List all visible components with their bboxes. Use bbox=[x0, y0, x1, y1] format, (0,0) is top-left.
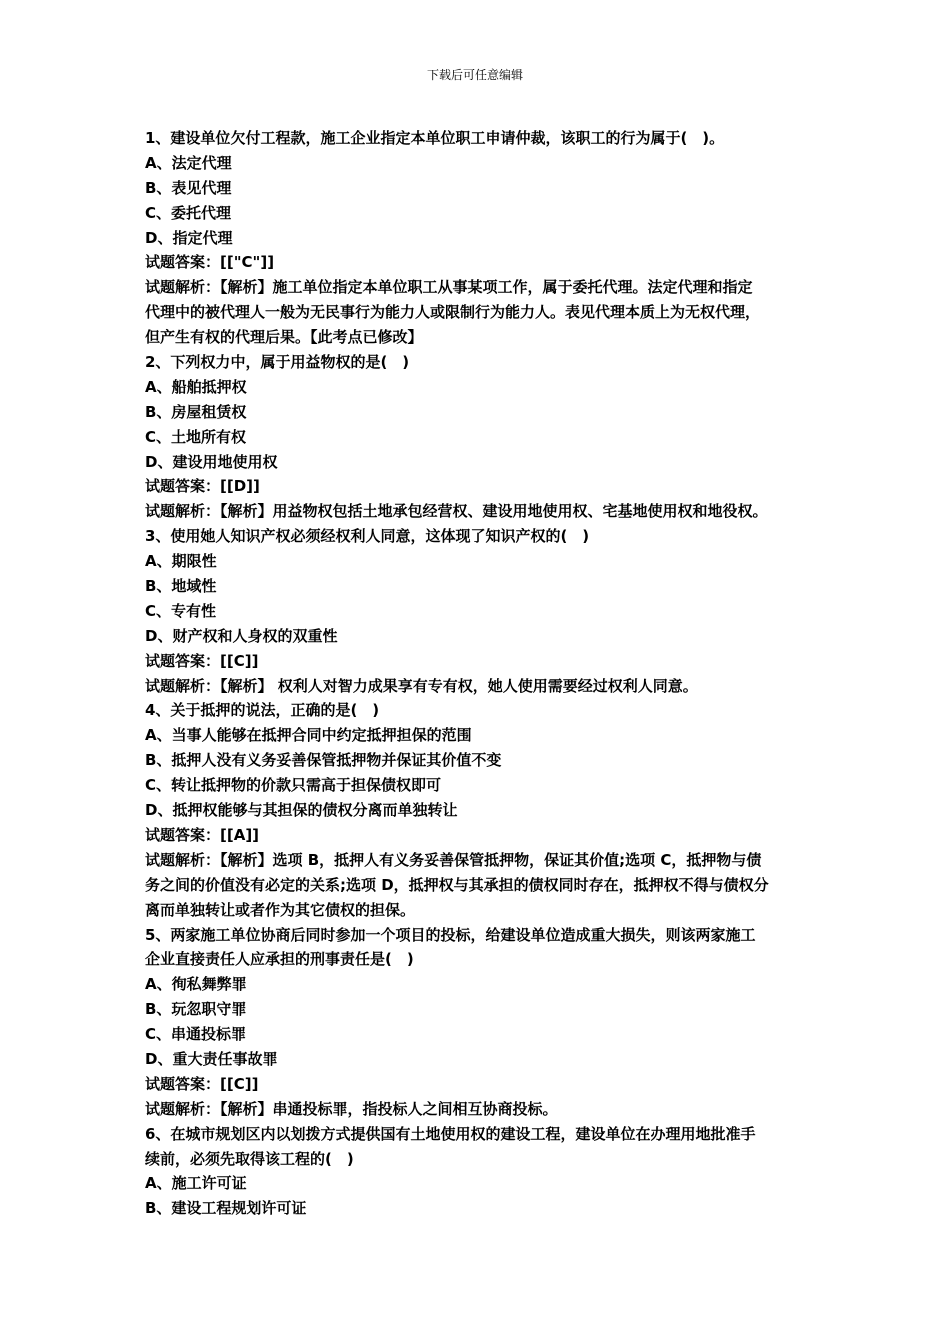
answer-option: D、重大责任事故罪 bbox=[145, 1049, 278, 1068]
question-block bbox=[145, 350, 825, 524]
question-block bbox=[145, 698, 825, 922]
answer-option: A、当事人能够在抵押合同中约定抵押担保的范围 bbox=[145, 726, 472, 745]
answer-option: A、施工许可证 bbox=[145, 1174, 247, 1193]
question-stem: 4、关于抵押的说法，正确的是( ) bbox=[145, 701, 380, 720]
answer-option: C、专有性 bbox=[145, 601, 217, 620]
answer-option: C、串通投标罪 bbox=[145, 1025, 247, 1044]
answer-analysis: 试题解析：【解析】选项 B，抵押人有义务妥善保管抵押物，保证其价值;选项 C，抵押物与债 bbox=[145, 850, 762, 869]
answer-option: C、委托代理 bbox=[145, 203, 232, 222]
question-stem: 2、下列权力中，属于用益物权的是( ) bbox=[145, 353, 410, 372]
answer-option: A、船舶抵押权 bbox=[145, 377, 247, 396]
question-stem: 6、在城市规划区内以划拨方式提供国有土地使用权的建设工程，建设单位在办理用地批准手 bbox=[145, 1124, 756, 1143]
question-stem: 续前，必须先取得该工程的( ) bbox=[145, 1149, 354, 1168]
answer-key: 试题答案：[["C"]] bbox=[145, 253, 275, 272]
answer-option: A、徇私舞弊罪 bbox=[145, 975, 247, 994]
question-block bbox=[145, 923, 825, 1122]
answer-option: D、指定代理 bbox=[145, 228, 233, 247]
document-body bbox=[145, 126, 825, 1221]
question-stem: 5、两家施工单位协商后同时参加一个项目的投标，给建设单位造成重大损失，则该两家施工 bbox=[145, 925, 756, 944]
question-stem: 企业直接责任人应承担的刑事责任是( ) bbox=[145, 950, 414, 969]
answer-analysis: 试题解析：【解析】 权利人对智力成果享有专有权，她人使用需要经过权利人同意。 bbox=[145, 676, 698, 695]
question-block bbox=[145, 524, 825, 698]
answer-option: B、表见代理 bbox=[145, 178, 232, 197]
answer-option: D、抵押权能够与其担保的债权分离而单独转让 bbox=[145, 801, 458, 820]
answer-option: B、抵押人没有义务妥善保管抵押物并保证其价值不变 bbox=[145, 751, 502, 770]
answer-key: 试题答案：[[C]] bbox=[145, 651, 259, 670]
question-stem: 1、建设单位欠付工程款，施工企业指定本单位职工申请仲裁，该职工的行为属于( )。 bbox=[145, 129, 725, 147]
answer-option: D、建设用地使用权 bbox=[145, 452, 278, 471]
answer-option: C、土地所有权 bbox=[145, 427, 247, 446]
answer-option: D、财产权和人身权的双重性 bbox=[145, 626, 338, 645]
answer-key: 试题答案：[[D]] bbox=[145, 477, 260, 496]
answer-analysis: 务之间的价值没有必定的关系;选项 D，抵押权与其承担的债权同时存在，抵押权不得与债权分 bbox=[145, 875, 769, 894]
answer-key: 试题答案：[[A]] bbox=[145, 825, 260, 844]
answer-analysis: 试题解析：【解析】用益物权包括土地承包经营权、建设用地使用权、宅基地使用权和地役权。 bbox=[145, 502, 768, 521]
answer-option: C、转让抵押物的价款只需高于担保债权即可 bbox=[145, 776, 442, 795]
answer-option: B、房屋租赁权 bbox=[145, 402, 247, 421]
answer-key: 试题答案：[[C]] bbox=[145, 1074, 259, 1093]
answer-analysis: 试题解析：【解析】施工单位指定本单位职工从事某项工作，属于委托代理。法定代理和指定 bbox=[145, 278, 753, 297]
page-header: 下载后可任意编辑 bbox=[426, 68, 523, 82]
question-block bbox=[145, 126, 825, 350]
answer-option: A、期限性 bbox=[145, 552, 217, 571]
answer-analysis: 试题解析：【解析】串通投标罪，指投标人之间相互协商投标。 bbox=[145, 1099, 558, 1118]
answer-option: B、地域性 bbox=[145, 577, 217, 596]
question-stem: 3、使用她人知识产权必须经权利人同意，这体现了知识产权的( ) bbox=[145, 527, 590, 546]
answer-option: B、玩忽职守罪 bbox=[145, 1000, 247, 1019]
answer-analysis: 离而单独转让或者作为其它债权的担保。 bbox=[145, 900, 416, 919]
answer-analysis: 但产生有权的代理后果。【此考点已修改】 bbox=[145, 328, 423, 347]
answer-analysis: 代理中的被代理人一般为无民事行为能力人或限制行为能力人。表见代理本质上为无权代理， bbox=[145, 303, 761, 322]
answer-option: A、法定代理 bbox=[145, 153, 232, 172]
question-block bbox=[145, 1122, 825, 1222]
answer-option: B、建设工程规划许可证 bbox=[145, 1199, 307, 1218]
